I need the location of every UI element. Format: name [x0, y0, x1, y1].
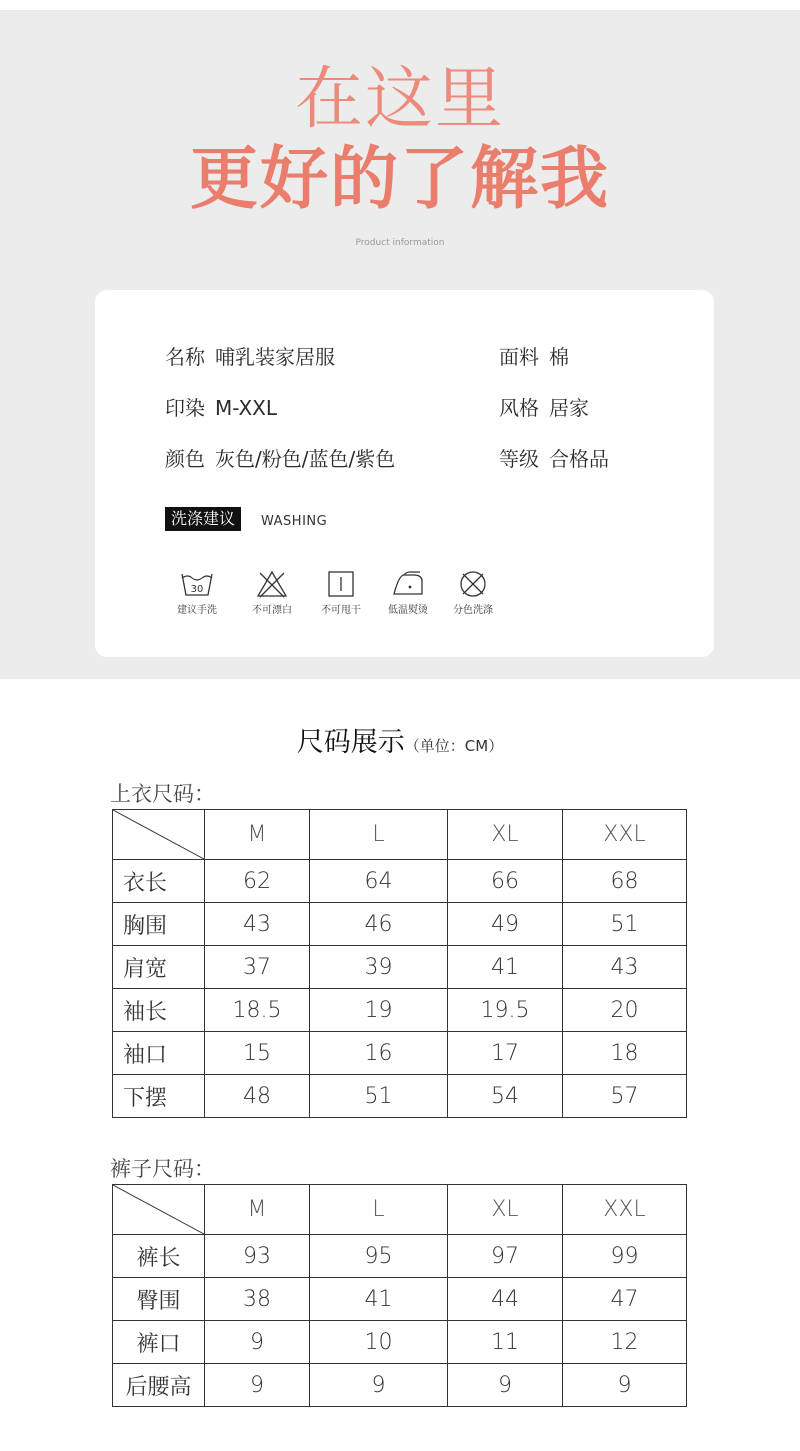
info-name	[165, 345, 335, 369]
table-row	[113, 903, 687, 946]
table-row	[113, 860, 687, 903]
hero-subtitle: Product information	[355, 238, 445, 248]
wash-temp-label: 30	[190, 584, 204, 595]
wash-item	[443, 570, 503, 616]
table-cell: 16	[310, 1032, 448, 1075]
table-cell: 48	[205, 1075, 310, 1118]
wash-item	[242, 570, 302, 616]
table-cell: 95	[310, 1235, 448, 1278]
table-cell: 18	[563, 1032, 687, 1075]
table-row	[113, 1235, 687, 1278]
size-title-text: 尺码展示	[296, 727, 405, 758]
row-label: 裤长	[113, 1235, 205, 1278]
info-print	[165, 396, 277, 420]
size-section-title	[0, 720, 800, 759]
table-cell: 11	[448, 1321, 563, 1364]
table-cell: 57	[563, 1075, 687, 1118]
table-cell: 66	[448, 860, 563, 903]
info-color-key: 颜色	[165, 447, 205, 471]
info-name-key: 名称	[165, 345, 205, 369]
table-cell: 18.5	[205, 989, 310, 1032]
table-cell: 68	[563, 860, 687, 903]
info-grade-value: 合格品	[549, 447, 609, 471]
row-label: 裤口	[113, 1321, 205, 1364]
table-cell: 41	[310, 1278, 448, 1321]
info-name-value: 哺乳装家居服	[215, 345, 335, 369]
table-row	[113, 1278, 687, 1321]
row-label: 后腰高	[113, 1364, 205, 1407]
info-color	[165, 447, 395, 471]
table-row	[113, 1075, 687, 1118]
table-cell: 62	[205, 860, 310, 903]
row-label: 肩宽	[113, 946, 205, 989]
table-row	[113, 1032, 687, 1075]
table-cell: 12	[563, 1321, 687, 1364]
table-cell: 37	[205, 946, 310, 989]
info-style-key: 风格	[499, 396, 539, 420]
bottom-size-label: 裤子尺码：	[110, 1157, 215, 1181]
info-print-key: 印染	[165, 396, 205, 420]
header-cell: XXL	[563, 810, 687, 860]
info-color-value: 灰色/粉色/蓝色/紫色	[215, 447, 396, 471]
wash-label: 建议手洗	[177, 605, 217, 616]
info-style-value: 居家	[549, 396, 589, 420]
table-cell: 51	[563, 903, 687, 946]
washing-en-label: WASHING	[261, 514, 328, 529]
bottom-size-table	[112, 1184, 687, 1407]
table-cell: 44	[448, 1278, 563, 1321]
size-unit-text: （单位：CM）	[404, 737, 504, 755]
table-cell: 46	[310, 903, 448, 946]
table-cell: 47	[563, 1278, 687, 1321]
table-cell: 10	[310, 1321, 448, 1364]
wash-30-icon	[180, 570, 214, 598]
top-size-table	[112, 809, 687, 1118]
table-cell: 19	[310, 989, 448, 1032]
info-fabric-key: 面料	[499, 345, 539, 369]
washing-tag: 洗涤建议	[165, 507, 241, 531]
wash-item	[167, 570, 227, 616]
wash-label: 低温熨烫	[388, 605, 428, 616]
info-style	[499, 396, 589, 420]
hero-title-line1: 在这里	[294, 60, 505, 139]
info-grade-key: 等级	[499, 447, 539, 471]
wash-separately-icon	[456, 570, 490, 598]
table-cell: 51	[310, 1075, 448, 1118]
top-size-label: 上衣尺码：	[110, 782, 215, 806]
info-fabric	[499, 345, 569, 369]
info-grade	[499, 447, 609, 471]
row-label: 臀围	[113, 1278, 205, 1321]
table-cell: 41	[448, 946, 563, 989]
table-cell: 17	[448, 1032, 563, 1075]
row-label: 下摆	[113, 1075, 205, 1118]
wash-label: 不可漂白	[252, 605, 292, 616]
info-print-value: M-XXL	[215, 396, 278, 420]
table-cell: 64	[310, 860, 448, 903]
wash-label: 分色洗涤	[453, 605, 493, 616]
table-cell: 9	[448, 1364, 563, 1407]
hero-section	[0, 0, 800, 679]
table-cell: 19.5	[448, 989, 563, 1032]
row-label: 衣长	[113, 860, 205, 903]
row-label: 袖口	[113, 1032, 205, 1075]
table-cell: 43	[205, 903, 310, 946]
table-cell: 97	[448, 1235, 563, 1278]
table-cell: 93	[205, 1235, 310, 1278]
info-fabric-value: 棉	[549, 345, 569, 369]
table-header-row	[113, 1185, 687, 1235]
no-bleach-icon	[255, 570, 289, 598]
header-cell: XL	[448, 1185, 563, 1235]
row-label: 胸围	[113, 903, 205, 946]
table-row	[113, 1364, 687, 1407]
header-cell: XXL	[563, 1185, 687, 1235]
header-cell: M	[205, 810, 310, 860]
wash-label: 不可甩干	[321, 605, 361, 616]
table-header-row	[113, 810, 687, 860]
table-cell: 49	[448, 903, 563, 946]
low-temp-iron-icon	[390, 570, 426, 598]
diagonal-corner-cell	[113, 1185, 205, 1235]
table-row	[113, 1321, 687, 1364]
no-spin-dry-icon	[324, 570, 358, 598]
wash-item	[378, 570, 438, 616]
table-cell: 9	[205, 1364, 310, 1407]
top-divider	[0, 0, 800, 10]
product-info-card	[95, 290, 714, 657]
row-label: 袖长	[113, 989, 205, 1032]
table-cell: 15	[205, 1032, 310, 1075]
header-cell: L	[310, 1185, 448, 1235]
table-row	[113, 946, 687, 989]
table-cell: 43	[563, 946, 687, 989]
table-cell: 20	[563, 989, 687, 1032]
hero-title-line2: 更好的了解我	[189, 140, 610, 219]
table-cell: 39	[310, 946, 448, 989]
diagonal-corner-cell	[113, 810, 205, 860]
table-cell: 9	[563, 1364, 687, 1407]
header-cell: XL	[448, 810, 563, 860]
table-cell: 54	[448, 1075, 563, 1118]
table-row	[113, 989, 687, 1032]
table-cell: 38	[205, 1278, 310, 1321]
table-cell: 9	[310, 1364, 448, 1407]
header-cell: M	[205, 1185, 310, 1235]
wash-item	[311, 570, 371, 616]
table-cell: 99	[563, 1235, 687, 1278]
header-cell: L	[310, 810, 448, 860]
table-cell: 9	[205, 1321, 310, 1364]
